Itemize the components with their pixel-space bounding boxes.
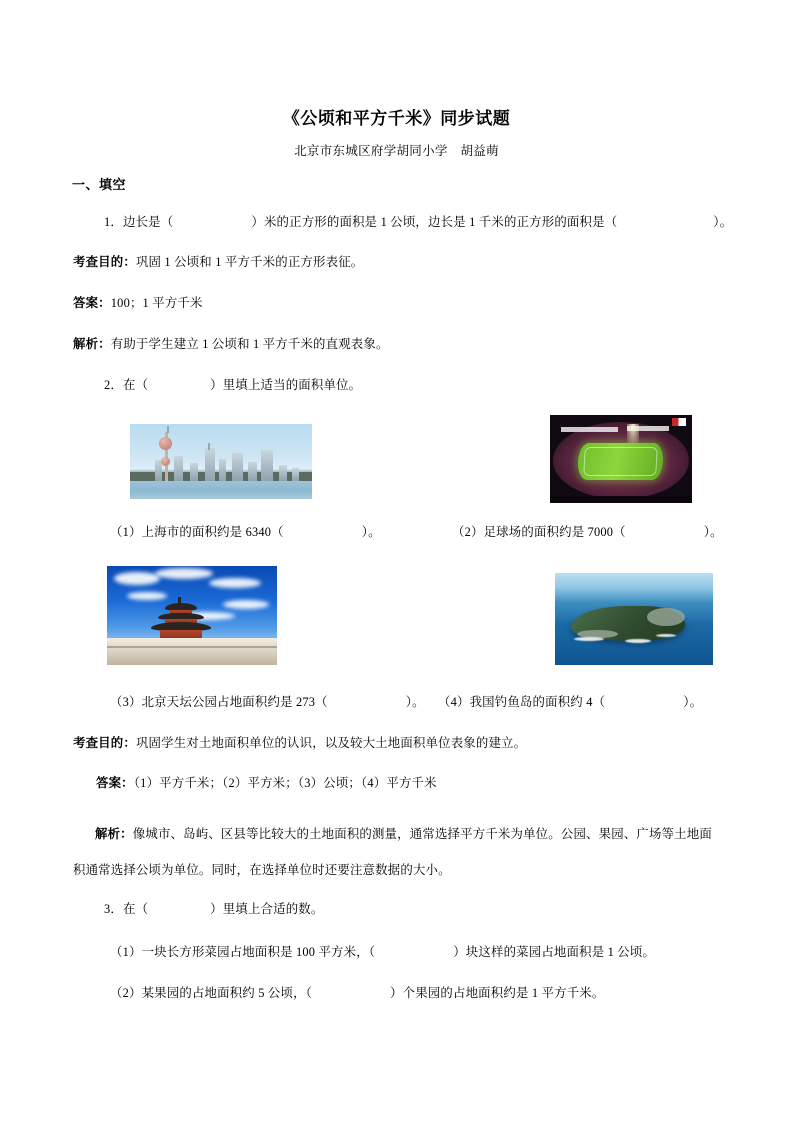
purpose-label: 考查目的：: [73, 255, 136, 269]
cloud: [127, 592, 167, 600]
shanghai-water: [130, 480, 312, 500]
question-3-prefix: 3．在（: [104, 902, 149, 916]
shanghai-building: [219, 459, 226, 482]
purpose-text: 巩固学生对土地面积单位的认识，以及较大土地面积单位表象的建立。: [135, 736, 527, 750]
oriental-pearl-sphere-lower: [161, 457, 170, 466]
image-diaoyu-island: [555, 573, 713, 665]
question-2-subitem-4-label: （4）我国钓鱼岛的面积约 4（: [438, 695, 606, 709]
question-1-suffix: ）。: [713, 215, 733, 229]
stadium-floodlight: [627, 424, 640, 443]
purpose-text: 巩固 1 公顷和 1 平方千米的正方形表征。: [135, 255, 364, 269]
shanghai-building: [190, 463, 198, 481]
question-2-subitem-1-tail: ）。: [361, 525, 381, 539]
analysis-text: 有助于学生建立 1 公顷和 1 平方千米的直观表象。: [110, 337, 389, 351]
page-title: 《公顷和平方千米》同步试题: [282, 109, 511, 128]
question-2-subitem-1-label: （1）上海市的面积约是 6340（: [110, 525, 284, 539]
answer-text: 100；1 平方千米: [110, 296, 203, 310]
stadium-roof-left: [561, 427, 618, 431]
question-2-analysis: [73, 816, 723, 888]
question-3-subitem-2-label: （2）某果园的占地面积约 5 公顷，（: [110, 986, 313, 1000]
question-3-subitem-2-tail: ）个果园的占地面积约是 1 平方千米。: [390, 986, 605, 1000]
temple-marble-terrace: [107, 638, 277, 665]
answer-label: 答案：: [96, 776, 134, 790]
question-2-subitem-2: [452, 524, 723, 541]
question-3-suffix: ）里填上合适的数。: [210, 902, 324, 916]
cloud: [209, 578, 261, 588]
question-3-subitem-1-tail: ）块这样的菜园占地面积是 1 公顷。: [453, 945, 656, 959]
question-3-subitem-1-label: （1）一块长方形菜园占地面积是 100 平方米，（: [110, 945, 376, 959]
shanghai-building: [205, 448, 215, 481]
question-2-subitem-3: [110, 694, 425, 711]
question-1-mid: ）米的正方形的面积是 1 公顷，边长是 1 千米的正方形的面积是（: [251, 215, 618, 229]
island-surf: [625, 639, 651, 643]
question-3-subitem-2: [110, 985, 605, 1002]
question-2-prefix: 2．在（: [104, 378, 149, 392]
question-2-subitem-4-tail: ）。: [683, 695, 703, 709]
cloud: [114, 572, 160, 585]
shanghai-building: [261, 450, 273, 482]
cloud: [155, 568, 213, 579]
island-cliff: [647, 608, 685, 626]
image-temple-of-heaven: [107, 566, 277, 665]
oriental-pearl-spire: [167, 426, 169, 434]
document-author: 北京市东城区府学胡同小学 胡益萌: [294, 144, 499, 158]
shanghai-building: [174, 456, 183, 482]
question-3-subitem-1: [110, 944, 655, 961]
shanghai-building: [292, 468, 299, 481]
analysis-label: 解析：: [73, 337, 111, 351]
question-1-purpose: [73, 254, 363, 271]
question-1: [104, 214, 732, 231]
section-heading-fill-in-blank: 一、填空: [72, 177, 127, 192]
answer-label: 答案：: [73, 296, 111, 310]
question-2-subitem-3-label: （3）北京天坛公园占地面积约是 273（: [110, 695, 328, 709]
oriental-pearl-sphere-upper: [159, 437, 172, 450]
shanghai-building: [232, 453, 243, 482]
shanghai-building: [248, 462, 257, 482]
question-2-subitem-2-tail: ）。: [703, 525, 723, 539]
cloud: [223, 600, 269, 609]
question-2-answer: [96, 775, 437, 792]
question-2: [104, 377, 361, 394]
shanghai-building: [279, 465, 287, 482]
purpose-label: 考查目的：: [73, 736, 136, 750]
stadium-caption-bar: [550, 496, 692, 503]
question-2-subitem-2-label: （2）足球场的面积约是 7000（: [452, 525, 626, 539]
stadium-pitch: [577, 443, 664, 480]
question-2-suffix: ）里填上适当的面积单位。: [210, 378, 362, 392]
question-1-prefix: 1．边长是（: [104, 215, 174, 229]
question-2-subitem-4: [438, 694, 702, 711]
image-football-stadium: [550, 415, 692, 503]
stadium-watermark-logo: [672, 418, 686, 426]
question-1-analysis: [73, 336, 389, 353]
island-surf: [656, 634, 676, 637]
question-2-subitem-3-tail: ）。: [405, 695, 425, 709]
island-surf: [574, 637, 604, 641]
answer-text: （1）平方千米；（2）平方米；（3）公顷；（4）平方千米: [133, 776, 437, 790]
analysis-label: 解析：: [95, 827, 133, 841]
question-2-subitem-1: [110, 524, 381, 541]
image-shanghai-skyline: [130, 424, 312, 499]
crane-spire: [208, 443, 210, 450]
analysis-text: 像城市、岛屿、区县等比较大的土地面积的测量，通常选择平方千米为单位。公园、果园、广场等土地面积通常选择公顷为单位。同时，在选择单位时还要注意数据的大小。: [73, 827, 712, 877]
question-1-answer: [73, 295, 203, 312]
question-3: [104, 901, 324, 918]
question-2-purpose: [73, 735, 526, 752]
